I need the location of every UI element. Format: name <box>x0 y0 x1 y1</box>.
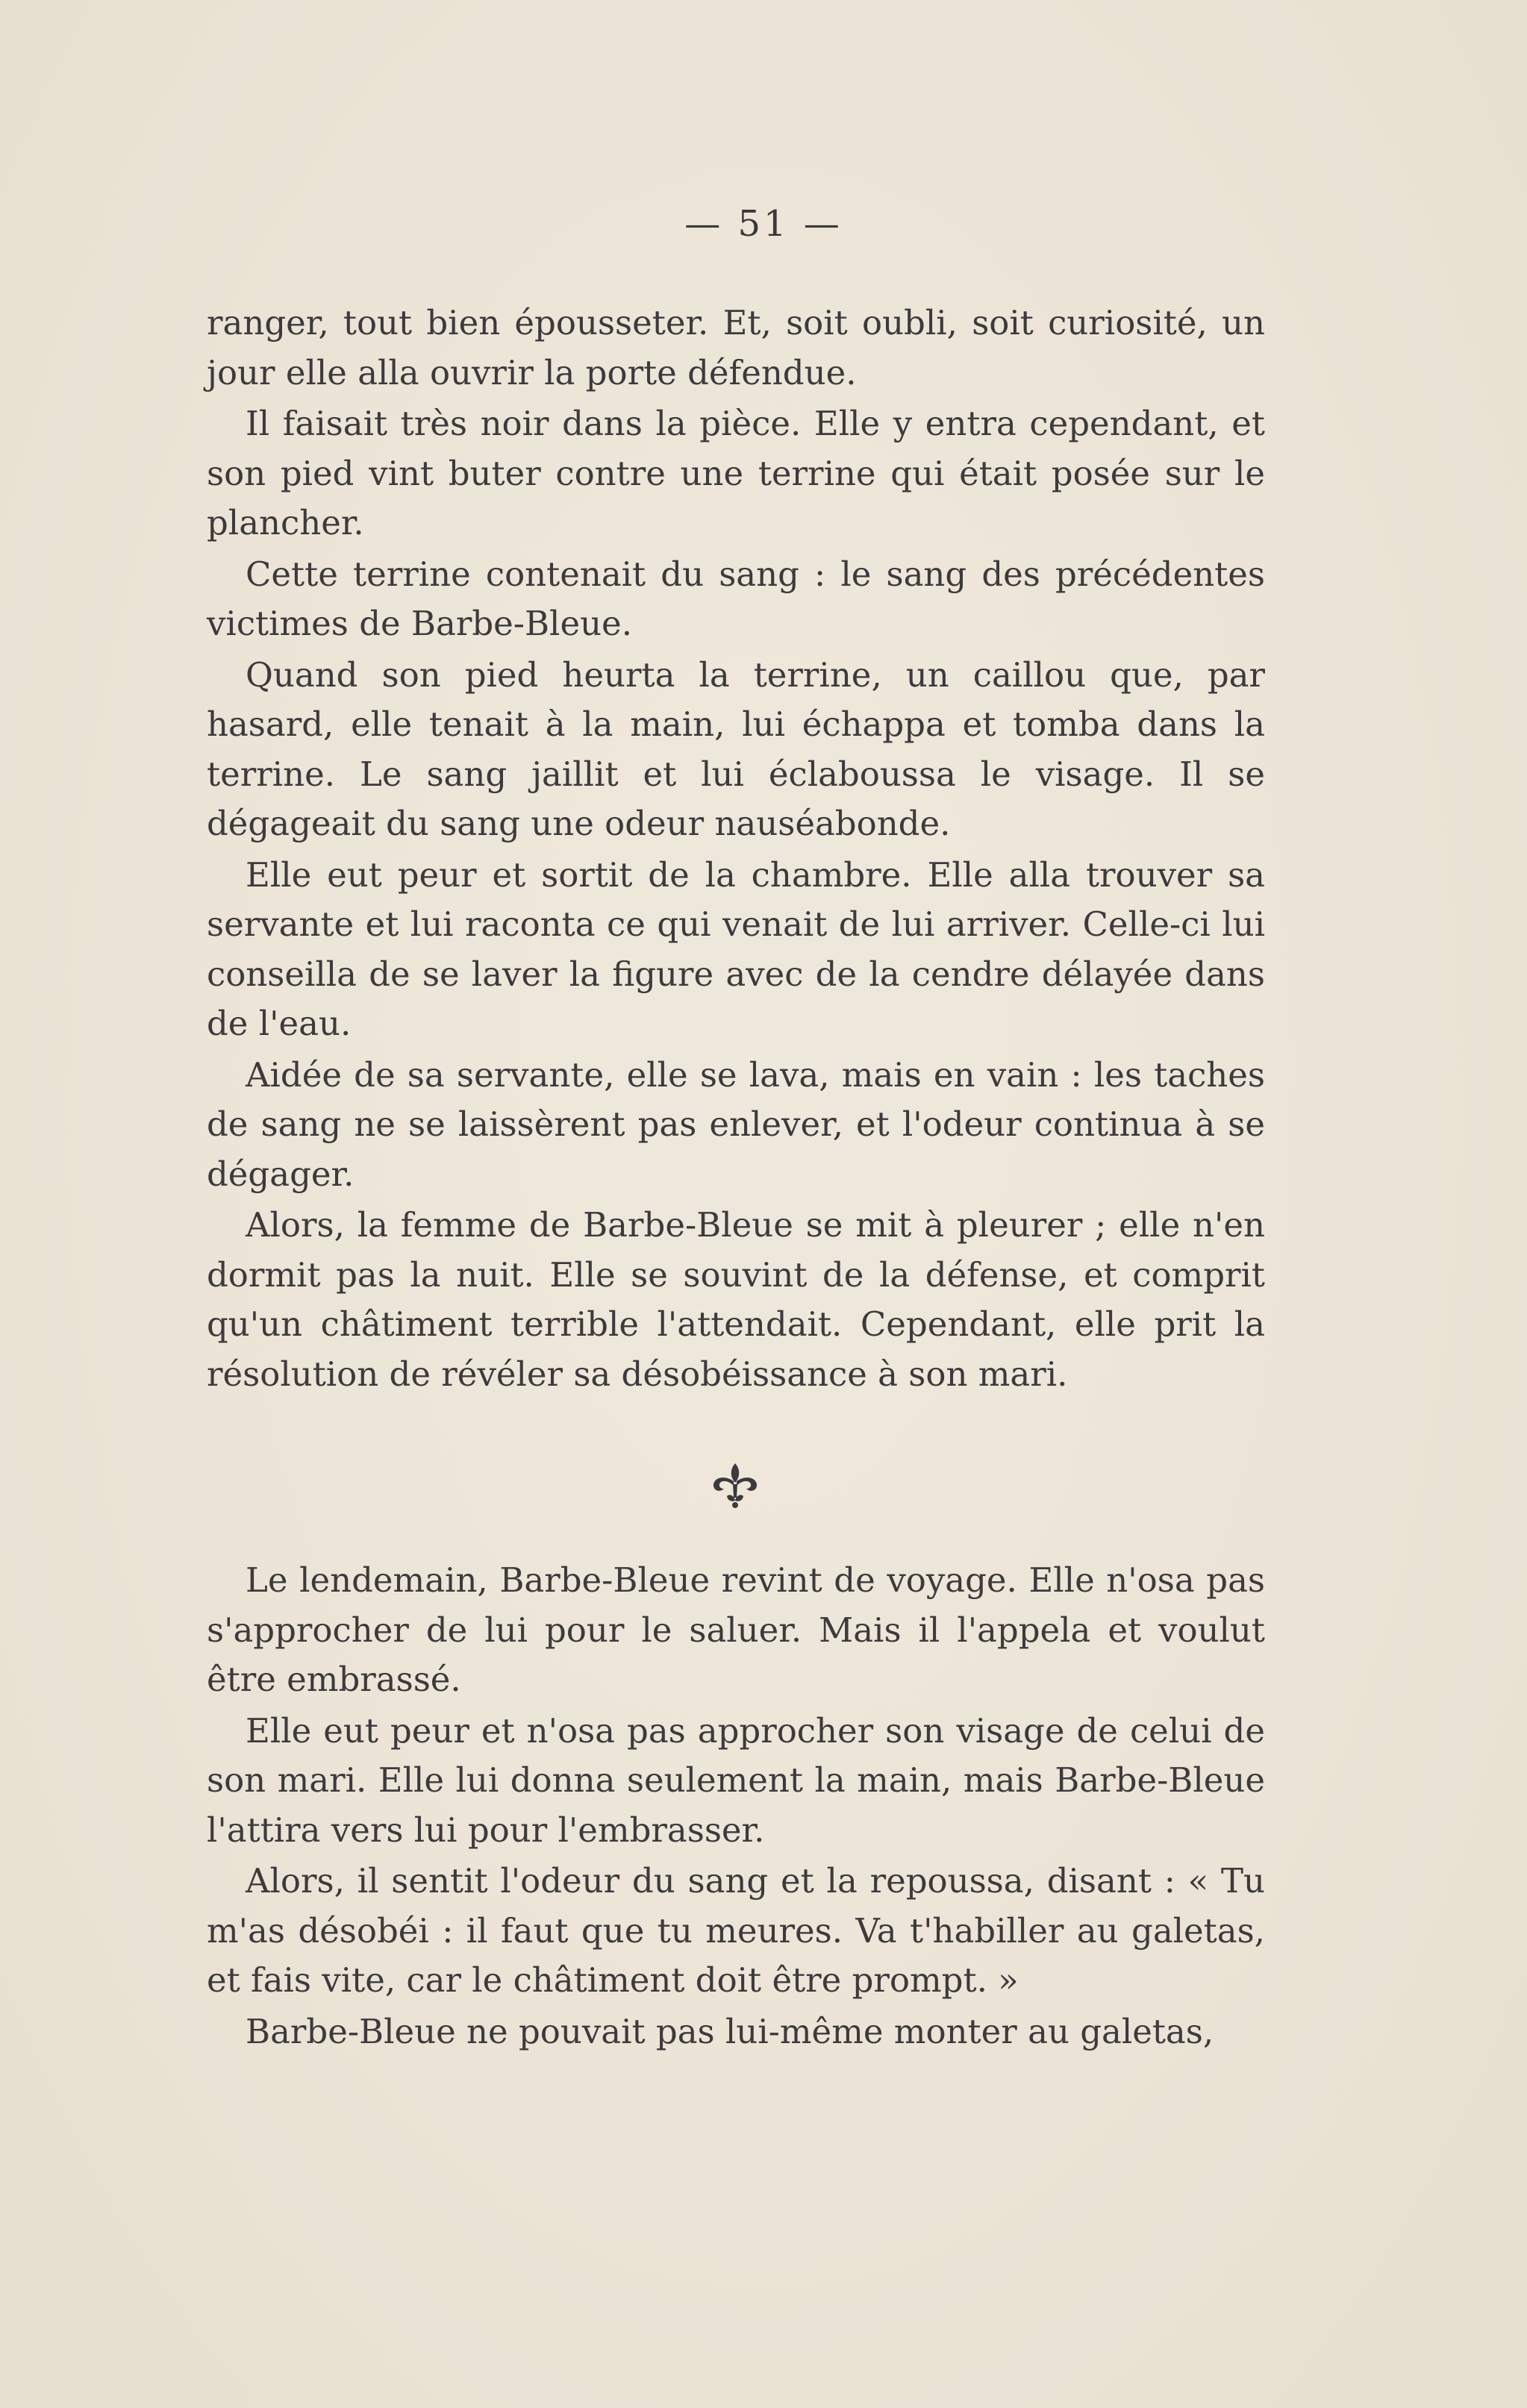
paragraph: Il faisait très noir dans la pièce. Elle y entra cependant, et son pied vint buter contre une terrine qui était posée sur le plancher. <box>207 404 1265 542</box>
paragraph: Cette terrine contenait du sang : le sang des précédentes victimes de Barbe-Bleue. <box>207 554 1265 643</box>
paragraph: Alors, il sentit l'odeur du sang et la repoussa, disant : « Tu m'as désobéi : il faut que tu meures. Va t'habiller au galetas, et fais vite, car le châtiment doit être prompt. » <box>207 1861 1265 2000</box>
page-number: — 51 — <box>684 203 843 245</box>
paragraph: Elle eut peur et n'osa pas approcher son visage de celui de son mari. Elle lui donna seulement la main, mais Barbe-Bleue l'attira vers lui pour l'embrasser. <box>207 1710 1265 1850</box>
body-text-lower <box>207 1556 1265 2058</box>
fleuron-icon <box>708 1459 763 1514</box>
paragraph: Aidée de sa servante, elle se lava, mais en vain : les taches de sang ne se laissèrent pas enlever, et l'odeur continua à se dégager. <box>207 1054 1265 1194</box>
paragraph: Quand son pied heurta la terrine, un caillou que, par hasard, elle tenait à la main, lui échappa et tomba dans la terrine. Le sang jaillit et lui éclaboussa le visage. Il se dégageait du sang une odeur nauséabonde. <box>207 654 1265 843</box>
body-text-upper <box>207 298 1265 1401</box>
paragraph: Le lendemain, Barbe-Bleue revint de voyage. Elle n'osa pas s'approcher de lui pour le saluer. Mais il l'appela et voulut être embrassé. <box>207 1560 1265 1699</box>
paragraph: Elle eut peur et sortit de la chambre. Elle alla trouver sa servante et lui raconta ce qui venait de lui arriver. Celle-ci lui conseilla de se laver la figure avec de la cendre délayée dans de l'eau. <box>207 854 1265 1043</box>
paragraph: Alors, la femme de Barbe-Bleue se mit à pleurer ; elle n'en dormit pas la nuit. Elle se souvint de la défense, et comprit qu'un châtiment terrible l'attendait. Cependant, elle prit la résolution de révéler sa désobéissance à son mari. <box>207 1205 1265 1394</box>
paragraph: ranger, tout bien épousseter. Et, soit oubli, soit curiosité, un jour elle alla ouvrir la porte défendue. <box>207 303 1265 393</box>
paragraph: Barbe-Bleue ne pouvait pas lui-même monter au galetas, <box>246 2011 1214 2051</box>
